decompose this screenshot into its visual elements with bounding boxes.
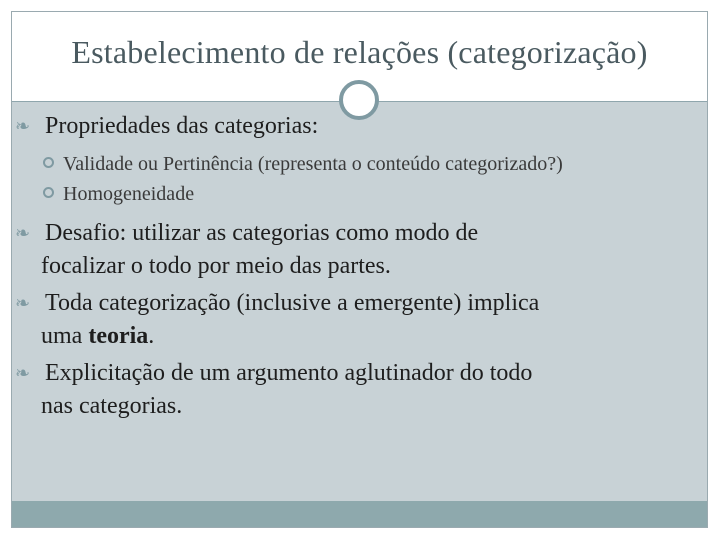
- hollow-circle-icon: [43, 157, 54, 168]
- slide-title: Estabelecimento de relações (categorização): [71, 34, 648, 70]
- bullet-text: Propriedades das categorias:: [45, 113, 319, 139]
- sub-bullet-item: [15, 149, 685, 179]
- emphasis-text: teoria: [88, 323, 149, 349]
- bullet-text-line1: Toda categorização (inclusive a emergente) implica: [45, 290, 540, 316]
- sub-bullet-text: Validade ou Pertinência (representa o conteúdo categorizado?): [63, 153, 563, 175]
- bullet-text-line1: Desafio: utilizar as categorias como modo de: [45, 220, 479, 246]
- sub-bullet-text: Homogeneidade: [63, 183, 195, 205]
- wingding-bullet-icon: ❧: [15, 223, 31, 243]
- text-part: .: [148, 323, 155, 349]
- wingding-bullet-icon: ❧: [15, 116, 31, 136]
- bullet-item: [15, 217, 685, 283]
- bullet-text-line2: focalizar o todo por meio das partes.: [41, 253, 391, 279]
- wingding-bullet-icon: ❧: [15, 293, 31, 313]
- bullet-item: [15, 110, 685, 143]
- hollow-circle-icon: [43, 187, 54, 198]
- bullet-item: [15, 287, 685, 353]
- wingding-bullet-icon: ❧: [15, 363, 31, 383]
- bullet-text-line1: Explicitação de um argumento aglutinador do todo: [45, 360, 533, 386]
- sub-bullet-item: [15, 179, 685, 209]
- bullet-text-line2: [41, 320, 685, 353]
- bullet-item: [15, 357, 685, 423]
- footer-bar: [12, 501, 707, 527]
- text-part: uma: [41, 323, 89, 349]
- bullet-list: [15, 110, 685, 423]
- bullet-text-line2: nas categorias.: [41, 393, 183, 419]
